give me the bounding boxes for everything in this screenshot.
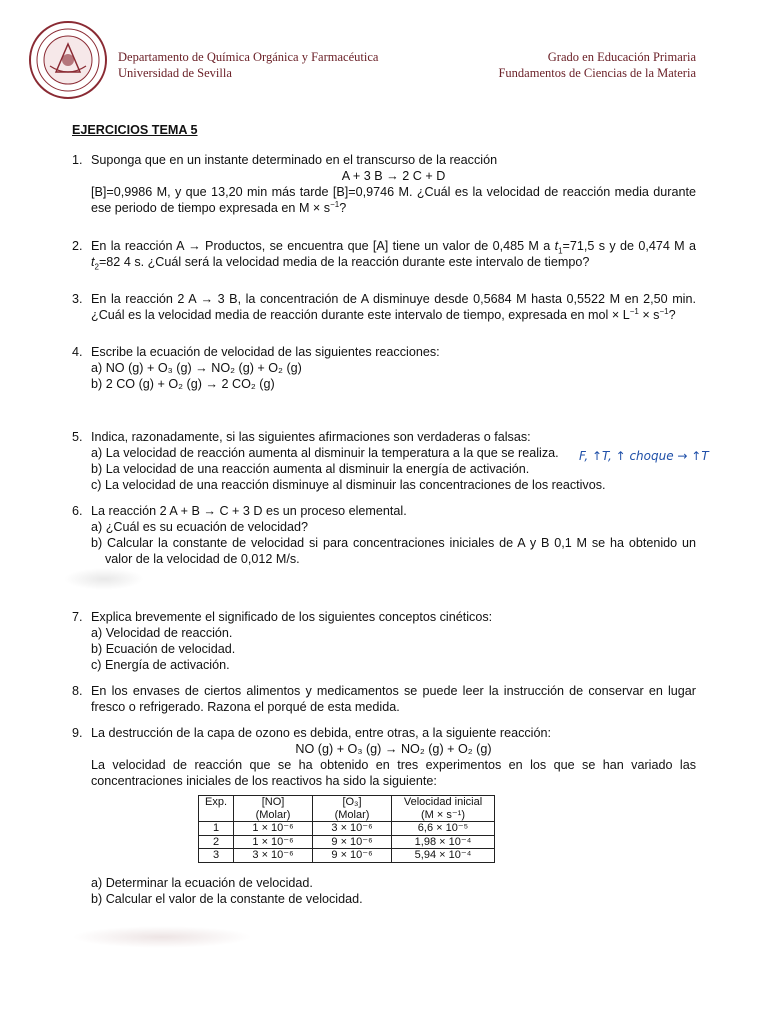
table-cell: 2	[199, 835, 234, 849]
exercise-number: 9.	[72, 726, 83, 740]
sub-item: c) La velocidad de una reacción disminuye al disminuir las concentraciones de los reactivos.	[91, 478, 606, 492]
exercise-sheet	[72, 122, 696, 907]
experiment-table	[198, 795, 495, 863]
reaction-equation: A + 3 B → 2 C + D	[341, 169, 446, 183]
table-cell: 3 × 10⁻⁶	[234, 849, 313, 863]
table-header-row	[199, 796, 495, 822]
table-cell: 1 × 10⁻⁶	[234, 835, 313, 849]
exercise-text: Explica brevemente el significado de los siguientes conceptos cinéticos:	[91, 610, 493, 624]
sub-item: a) Determinar la ecuación de velocidad.	[91, 875, 313, 890]
handwritten-note	[577, 444, 717, 466]
exercise-text: La reacción 2 A + B → C + 3 D es un proceso elemental.	[91, 504, 407, 518]
table-header-cell: [NO] (Molar)	[234, 796, 313, 822]
course-info	[498, 49, 696, 81]
exercise-text: Suponga que en un instante determinado en el transcurso de la reacción	[91, 153, 498, 167]
subject-name: Fundamentos de Ciencias de la Materia	[498, 66, 696, 80]
handwritten-note-text: F, ↑T, ↑ choque → ↑T	[579, 449, 709, 463]
exercise-6	[72, 503, 696, 567]
exercise-number: 3.	[72, 292, 83, 306]
exercise-text: En la reacción A → Productos, se encuentra que [A] tiene un valor de 0,485 M a $t_1=71,5$ s y de 0,474 M a $t_2=82$ 4 s. ¿Cuál será la velocidad media de la reacción durante este intervalo de tiempo?	[91, 239, 696, 272]
exercise-7	[72, 609, 696, 673]
university-name: Universidad de Sevilla	[118, 66, 232, 80]
exercise-number: 2.	[72, 239, 83, 253]
exercise-1	[72, 152, 696, 216]
table-header-cell: [O₃] (Molar)	[313, 796, 392, 822]
sub-item: b) Ecuación de velocidad.	[91, 642, 236, 656]
table-cell: 9 × 10⁻⁶	[313, 835, 392, 849]
degree-name: Grado en Educación Primaria	[547, 50, 696, 64]
exercise-text: Escribe la ecuación de velocidad de las siguientes reacciones:	[91, 345, 440, 359]
sub-item: a) NO (g) + O₃ (g) → NO₂ (g) + O₂ (g)	[91, 361, 302, 375]
table-cell: 6,6 × 10⁻⁵	[392, 822, 495, 836]
sub-item: b) La velocidad de una reacción aumenta al disminuir la energía de activación.	[91, 462, 530, 476]
sub-item: b) Calcular el valor de la constante de velocidad.	[91, 891, 363, 906]
sub-item: b) Calcular la constante de velocidad si para concentraciones iniciales de A y B 0,1 M se ha obtenido un valor de la velocidad de 0,012 M/s.	[91, 536, 696, 566]
sub-item: c) Energía de activación.	[91, 658, 230, 672]
university-seal-icon	[28, 20, 108, 100]
exercise-8	[72, 683, 696, 715]
exercise-number: 6.	[72, 504, 83, 518]
exercise-text: En la reacción 2 A → 3 B, la concentración de A disminuye desde 0,5684 M hasta 0,5522 M en 2,50 min. ¿Cuál es la velocidad media de reacción durante este intervalo de tiempo, expresada en mol × $L^{-1} \times s^{-1}$?	[91, 292, 696, 322]
reaction-equation: NO (g) + O₃ (g) → NO₂ (g) + O₂ (g)	[295, 742, 492, 756]
table-row	[199, 822, 495, 836]
table-row	[199, 835, 495, 849]
department-info	[118, 49, 378, 81]
exercise-3	[72, 291, 696, 323]
table-cell: 5,94 × 10⁻⁴	[392, 849, 495, 863]
table-cell: 9 × 10⁻⁶	[313, 849, 392, 863]
exercise-4	[72, 344, 696, 392]
table-header-cell: Velocidad inicial (M × s⁻¹)	[392, 796, 495, 822]
table-cell: 1	[199, 822, 234, 836]
page-title: EJERCICIOS TEMA 5	[72, 123, 198, 137]
exercise-text: La destrucción de la capa de ozono es debida, entre otras, a la siguiente reacción:	[91, 726, 551, 740]
exercise-9-tasks	[72, 875, 696, 907]
exercise-number: 7.	[72, 610, 83, 624]
exercise-number: 8.	[72, 684, 83, 698]
sub-item: a) ¿Cuál es su ecuación de velocidad?	[91, 520, 309, 534]
table-cell: 1,98 × 10⁻⁴	[392, 835, 495, 849]
exercise-text: La velocidad de reacción que se ha obtenido en tres experimentos en los que se han variado las concentraciones iniciales de los reactivos ha sido la siguiente:	[91, 758, 696, 788]
table-cell: 1 × 10⁻⁶	[234, 822, 313, 836]
table-cell: 3 × 10⁻⁶	[313, 822, 392, 836]
exercise-number: 5.	[72, 430, 83, 444]
sub-item: b) 2 CO (g) + O₂ (g) → 2 CO₂ (g)	[91, 377, 275, 391]
table-header-cell: Exp.	[199, 796, 234, 822]
exercise-number: 1.	[72, 153, 83, 167]
exercise-9	[72, 725, 696, 789]
sub-item: a) Velocidad de reacción.	[91, 626, 233, 640]
table-row	[199, 849, 495, 863]
department-name: Departamento de Química Orgánica y Farmacéutica	[118, 50, 379, 64]
exercise-text: Indica, razonadamente, si las siguientes afirmaciones son verdaderas o falsas:	[91, 430, 531, 444]
exercise-text: En los envases de ciertos alimentos y medicamentos se puede leer la instrucción de conservar en lugar fresco o refrigerado. Razona el porqué de esta medida.	[91, 684, 696, 714]
sub-item: a) La velocidad de reacción aumenta al disminuir la temperatura a la que se realiza.	[91, 446, 559, 460]
exercise-number: 4.	[72, 345, 83, 359]
exercise-2	[72, 238, 696, 270]
smudge-mark	[64, 568, 144, 590]
smudge-mark	[72, 926, 252, 948]
page-header	[0, 0, 768, 110]
table-cell: 3	[199, 849, 234, 863]
exercise-text: [B]=0,9986 M, y que 13,20 min más tarde [B]=0,9746 M. ¿Cuál es la velocidad de reacción media durante ese periodo de tiempo expresada en $M \times s^{-1}$?	[91, 185, 696, 215]
